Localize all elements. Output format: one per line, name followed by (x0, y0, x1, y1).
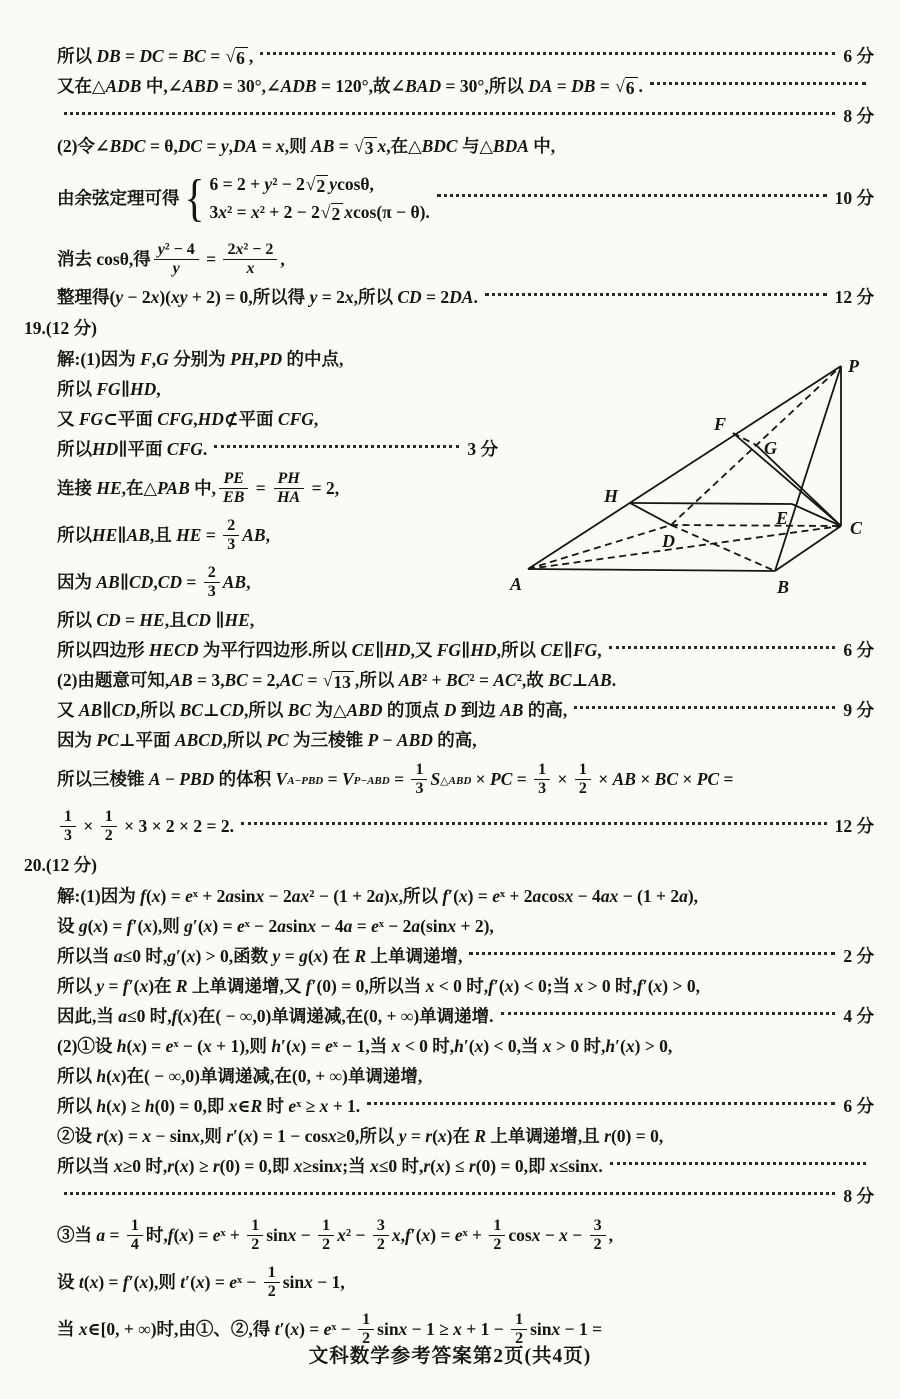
text-run: × (79, 815, 98, 836)
solution-line (0, 465, 498, 512)
text-run: = 2, (307, 477, 340, 498)
dotted-leader (367, 1101, 835, 1105)
text-run: 解:(1)因为 f(x) = eˣ + 2asinx − 2ax² − (1 + 2a)x,所以 f′(x) = eˣ + 2acosx − 4ax − (1 + 2a), (57, 886, 699, 907)
score-label: 8 分 (843, 106, 874, 127)
figure-svg (498, 346, 894, 612)
solution-line (0, 1062, 874, 1092)
text-run: 又 FG⊂平面 CFG,HD⊄平面 CFG, (57, 409, 319, 430)
fraction: $\frac{1}{2}$ (247, 1217, 263, 1254)
dotted-leader (214, 444, 459, 448)
text-run: = (251, 477, 271, 498)
solution-line (0, 1002, 874, 1032)
subscript: P−ABD (353, 774, 390, 787)
score-label: 12 分 (834, 815, 874, 836)
figure-edge-AP (528, 366, 841, 569)
text-run: = (389, 768, 409, 789)
solution-line (0, 283, 874, 313)
text-run: 20.(12 分) (24, 855, 97, 876)
dotted-leader (64, 1191, 835, 1195)
text-run: 又在△ADB 中,∠ABD = 30°,∠ADB = 120°,故∠BAD = 30°,所以 DA = DB = (57, 76, 615, 97)
score-label: 2 分 (843, 946, 874, 967)
figure-edge-HE (630, 503, 792, 504)
solution-line (0, 1212, 874, 1259)
fraction: $\frac{2}{3}$ (204, 564, 220, 601)
text-run: 19.(12 分) (24, 318, 97, 339)
text-run: × AB × BC × PC = (593, 768, 734, 789)
text-run: (2)由题意可知,AB = 3,BC = 2,AC = (57, 670, 322, 691)
dotted-leader (574, 705, 835, 709)
score-label: 3 分 (467, 439, 498, 460)
text-run: 6 = 2 + y² − 2 (209, 174, 305, 195)
fraction: $\frac{1}{3}$ (534, 761, 550, 798)
text-run: 所以 FG∥HD, (57, 379, 161, 400)
solution-line (0, 803, 874, 850)
solution-line (0, 345, 498, 375)
figure-edge-AC (528, 526, 841, 569)
text-run: 因为 PC⊥平面 ABCD,所以 PC 为三棱锥 P − ABD 的高, (57, 730, 477, 751)
fraction: $\frac{3}{2}$ (373, 1217, 389, 1254)
score-label: 6 分 (843, 46, 874, 67)
square-root: √ 3 (354, 137, 376, 157)
fraction: $\frac{1}{3}$ (60, 808, 76, 845)
text-run: 连接 HE,在△PAB 中, (57, 477, 217, 498)
text-run: 所以HD∥平面 CFG. (57, 439, 208, 460)
equation-system (182, 169, 430, 227)
text-run: (2)①设 h(x) = eˣ − (x + 1),则 h′(x) = eˣ − 1,当 x < 0 时,h′(x) < 0,当 x > 0 时,h′(x) > 0, (57, 1036, 673, 1057)
solution-line (0, 850, 874, 882)
fraction: $\frac{2}{3}$ (223, 517, 239, 554)
fraction: $\frac{\text{2x² − 2}}{x}$ (223, 241, 277, 278)
text-run: 所以 y = f′(x)在 R 上单调递增,又 f′(0) = 0,所以当 x < 0 时,f′(x) < 0;当 x > 0 时,f′(x) > 0, (57, 976, 700, 997)
square-root: √ 6 (615, 77, 637, 97)
solution-line (0, 405, 498, 435)
text-run: ,所以 AB² + BC² = AC²,故 BC⊥AB. (354, 670, 617, 691)
text-run: × (553, 768, 572, 789)
solution-line (0, 375, 498, 405)
fraction: $\frac{1}{2}$ (318, 1217, 334, 1254)
figure-vertex-label-F: F (714, 414, 727, 434)
text-run: 又 AB∥CD,所以 BC⊥CD,所以 BC 为△ABD 的顶点 D 到边 AB 的高, (57, 700, 568, 721)
fraction: $\frac{PH}{HA}$ (273, 470, 304, 507)
figure-edge-AB (528, 569, 775, 571)
figure-vertex-label-G: G (764, 438, 777, 458)
page-footer: 文科数学参考答案第2页(共4页) (308, 1346, 592, 1367)
solution-line (0, 559, 498, 606)
score-label: 6 分 (843, 1096, 874, 1117)
text-run: 所以 h(x)在( − ∞,0)单调递减,在(0, + ∞)单调递增, (57, 1066, 423, 1087)
solution-line (0, 512, 498, 559)
solution-line (0, 756, 874, 803)
solution-line (0, 72, 874, 102)
text-run: 所以 DB = DC = BC = (57, 46, 225, 67)
solution-line (0, 1032, 874, 1062)
text-run: 当 x∈[0, + ∞)时,由①、②,得 t′(x) = eˣ − (57, 1318, 356, 1339)
fraction: $\frac{1}{2}$ (358, 1311, 374, 1348)
figure-vertex-label-D: D (662, 531, 675, 551)
score-label: 8 分 (843, 1186, 874, 1207)
text-run: x² − (337, 1224, 370, 1245)
text-run: 因为 AB∥CD,CD = (57, 571, 201, 592)
text-run: 所以HE∥AB,且 HE = (57, 524, 221, 545)
subscript: △ABD (440, 774, 472, 787)
text-run: ycosθ, (329, 174, 374, 195)
text-run: ②设 r(x) = x − sinx,则 r′(x) = 1 − cosx≥0,所以 y = r(x)在 R 上单调递增,且 r(0) = 0, (57, 1126, 664, 1147)
text-run: 所以 CD = HE,且CD ∥HE, (57, 610, 255, 631)
solution-line (0, 1152, 874, 1182)
figure-edge-HD (630, 503, 671, 525)
text-run: sinx − 1, (282, 1271, 345, 1292)
solution-line (0, 1259, 874, 1306)
text-run: , (248, 46, 254, 67)
solution-line (0, 912, 874, 942)
score-label: 12 分 (834, 287, 874, 308)
fraction: $\frac{\text{y² − 4}}{y}$ (154, 241, 199, 278)
square-root: √ 6 (226, 47, 248, 67)
subscript: A−PBD (287, 774, 324, 787)
solution-line (0, 313, 874, 345)
solution-line (0, 42, 874, 72)
solution-lines (0, 42, 900, 1353)
fraction: $\frac{1}{3}$ (411, 761, 427, 798)
figure-edge-DC (671, 525, 841, 526)
solution-line (0, 726, 874, 756)
figure-edge-AD (528, 525, 671, 569)
dotted-leader (501, 1011, 836, 1015)
text-run: 所以三棱锥 A − PBD 的体积 V (57, 768, 288, 789)
text-run: . (638, 76, 643, 97)
text-run: × PC = (471, 768, 532, 789)
text-run: 设 g(x) = f′(x),则 g′(x) = eˣ − 2asinx − 4a = eˣ − 2a(sinx + 2), (57, 916, 494, 937)
text-run: ③当 a = (57, 1224, 124, 1245)
text-run: 整理得(y − 2x)(xy + 2) = 0,所以得 y = 2x,所以 CD = 2DA. (57, 287, 478, 308)
solution-line (0, 666, 874, 696)
text-run: 消去 cosθ,得 (57, 248, 151, 269)
figure-edge-DB (671, 525, 775, 571)
text-run: 3x² = x² + 2 − 2 (209, 202, 320, 222)
dotted-leader (469, 951, 835, 955)
text-run: x,f′(x) = eˣ + (391, 1224, 487, 1245)
score-label: 6 分 (843, 640, 874, 661)
text-run: 所以当 a≤0 时,g′(x) > 0,函数 y = g(x) 在 R 上单调递增, (57, 946, 463, 967)
solution-line (0, 236, 874, 283)
text-run: × 3 × 2 × 2 = 2. (119, 815, 234, 836)
text-run: (2)令∠BDC = θ,DC = y,DA = x,则 AB = (57, 136, 354, 157)
solution-line (0, 972, 874, 1002)
fraction: $\frac{1}{2}$ (575, 761, 591, 798)
solution-line (0, 162, 874, 236)
solution-line (0, 696, 874, 726)
solution-line (0, 1092, 874, 1122)
text-run: 由余弦定理可得 (57, 188, 180, 209)
figure-vertex-label-B: B (777, 577, 790, 597)
text-run: cosx − x − (508, 1224, 587, 1245)
solution-line (0, 636, 874, 666)
text-run: 解:(1)因为 F,G 分别为 PH,PD 的中点, (57, 349, 344, 370)
text-run: 所以 h(x) ≥ h(0) = 0,即 x∈R 时 eˣ ≥ x + 1. (57, 1096, 361, 1117)
score-label: 4 分 (843, 1006, 874, 1027)
brace: { (183, 169, 204, 227)
fraction: $\frac{3}{2}$ (590, 1217, 606, 1254)
text-run: 设 t(x) = f′(x),则 t′(x) = eˣ − (57, 1271, 261, 1292)
problem19-tetrahedron-figure (498, 346, 894, 612)
text-run: AB, (242, 524, 270, 545)
text-run: sinx − 1 = (530, 1318, 603, 1339)
solution-line (0, 942, 874, 972)
square-root: √ 2 (306, 175, 328, 195)
dotted-leader (241, 821, 827, 825)
fraction: $\frac{PE}{EB}$ (219, 470, 248, 507)
text-run: sinx − (266, 1224, 316, 1245)
text-run: x,在△BDC 与△BDA 中, (377, 136, 556, 157)
text-run: 所以四边形 HECD 为平行四边形.所以 CE∥HD,又 FG∥HD,所以 CE∥FG, (57, 640, 602, 661)
figure-vertex-label-A: A (510, 574, 523, 594)
dotted-leader (437, 193, 827, 197)
solution-line (0, 132, 874, 162)
dotted-leader (260, 51, 835, 55)
text-run: AB, (222, 571, 251, 592)
solution-line (0, 102, 874, 132)
fraction: $\frac{1}{2}$ (264, 1264, 280, 1301)
text-run: 因此,当 a≤0 时,f(x)在( − ∞,0)单调递减,在(0, + ∞)单调递增. (57, 1006, 494, 1027)
fraction: $\frac{1}{4}$ (127, 1217, 143, 1254)
dotted-leader (609, 645, 836, 649)
figure-vertex-label-P: P (848, 356, 859, 376)
solution-line (0, 1122, 874, 1152)
fraction: $\frac{1}{2}$ (511, 1311, 527, 1348)
text-run: = (201, 248, 221, 269)
solution-line (0, 1182, 874, 1212)
text-run: sinx − 1 ≥ x + 1 − (377, 1318, 509, 1339)
figure-edge-EC (792, 504, 841, 526)
figure-vertex-label-H: H (604, 486, 619, 506)
figure-edge-BC (775, 526, 841, 571)
solution-line (0, 435, 498, 465)
dotted-leader (64, 111, 835, 115)
square-root: √ 2 (321, 203, 343, 223)
text-run: , (608, 1224, 614, 1245)
dotted-leader (610, 1161, 866, 1165)
score-label: 9 分 (843, 700, 874, 721)
text-run: S (430, 768, 441, 789)
text-run: 所以当 x≥0 时,r(x) ≥ r(0) = 0,即 x≥sinx;当 x≤0 时,r(x) ≤ r(0) = 0,即 x≤sinx. (57, 1156, 603, 1177)
text-run: xcos(π − θ). (344, 202, 430, 222)
text-run: , (280, 248, 285, 269)
fraction: $\frac{1}{2}$ (101, 808, 117, 845)
square-root: √ 13 (323, 671, 354, 691)
solution-line (0, 882, 874, 912)
dotted-leader (650, 81, 866, 85)
dotted-leader (485, 292, 827, 296)
score-label: 10 分 (834, 188, 874, 209)
figure-vertex-label-E: E (776, 508, 789, 528)
fraction: $\frac{1}{2}$ (489, 1217, 505, 1254)
figure-vertex-label-C: C (850, 518, 863, 538)
text-run: 时,f(x) = eˣ + (145, 1224, 245, 1245)
text-run: = V (323, 768, 354, 789)
